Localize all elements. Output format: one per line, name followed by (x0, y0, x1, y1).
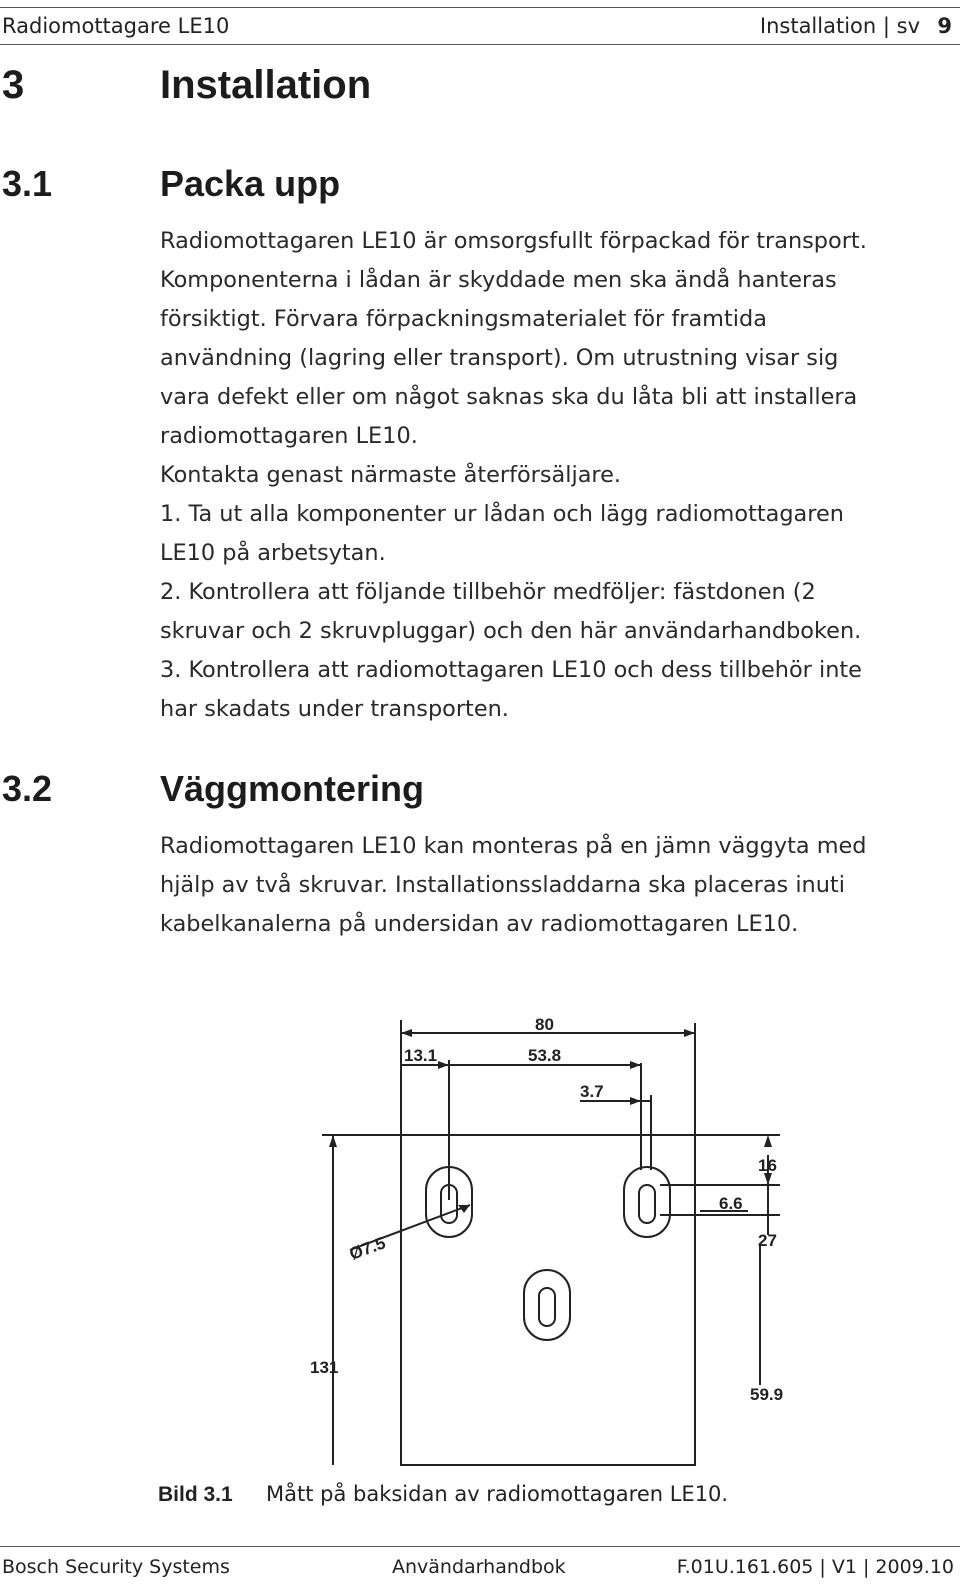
page-number: 9 (937, 14, 952, 38)
list-item-cont: har skadats under transporten. (160, 696, 509, 722)
dim-label-59-9: 59.9 (750, 1385, 784, 1404)
list-item: 3. Kontrollera att radiomottagaren LE10 och dess tillbehör inte (160, 657, 862, 683)
text-line: Komponenterna i lådan är skyddade men ska ändå hanteras (160, 267, 837, 293)
list-item: 1. Ta ut alla komponenter ur lådan och lägg radiomottagaren (160, 501, 844, 527)
mounting-dimension-drawing (0, 995, 960, 1475)
dim-label-diameter: Ø7.5 (346, 1233, 389, 1264)
text-line: Radiomottagaren LE10 är omsorgsfullt förpackad för transport. (160, 228, 867, 254)
text-line: användning (lagring eller transport). Om utrustning visar sig (160, 345, 839, 371)
upper-right-keyhole (624, 1167, 670, 1237)
dim-label-80: 80 (535, 1015, 554, 1034)
text-line: Kontakta genast närmaste återförsäljare. (160, 462, 622, 488)
header-section: Installation | sv (759, 14, 920, 38)
dim-label-53-8: 53.8 (528, 1046, 562, 1065)
section-title: Packa upp (160, 163, 341, 204)
text-line: hjälp av två skruvar. Installationssladdarna ska placeras inuti (160, 872, 845, 898)
text-line: kabelkanalerna på undersidan av radiomottagaren LE10. (160, 911, 799, 937)
dim-label-13-1: 13.1 (404, 1046, 438, 1065)
text-line: Radiomottagaren LE10 kan monteras på en jämn väggyta med (160, 833, 867, 859)
unpack-body (160, 222, 950, 729)
header-title: Radiomottagare LE10 (2, 14, 230, 38)
dim-label-3-7: 3.7 (580, 1082, 604, 1101)
dim-label-16: 16 (758, 1156, 777, 1175)
footer-company: Bosch Security Systems (2, 1556, 230, 1578)
device-outline (401, 1135, 695, 1465)
center-keyhole (524, 1270, 570, 1340)
section-number: 3.1 (2, 163, 53, 204)
footer-doc-id: F.01U.161.605 | V1 | 2009.10 (676, 1556, 954, 1578)
footer-doc-type: Användarhandbok (392, 1556, 566, 1578)
chapter-number: 3 (2, 63, 25, 107)
caption-text: Mått på baksidan av radiomottagaren LE10. (266, 1482, 729, 1506)
list-item-cont: skruvar och 2 skruvpluggar) och den här användarhandboken. (160, 618, 862, 644)
page-header (0, 7, 960, 45)
text-line: radiomottagaren LE10. (160, 423, 418, 449)
text-line: försiktigt. Förvara förpackningsmaterialet för framtida (160, 306, 767, 332)
section-title: Väggmontering (160, 768, 425, 809)
list-item: 2. Kontrollera att följande tillbehör medföljer: fästdonen (2 (160, 579, 816, 605)
chapter-title: Installation (160, 63, 372, 107)
text-line: vara defekt eller om något saknas ska du låta bli att installera (160, 384, 858, 410)
figure-caption (158, 1482, 729, 1507)
dim-label-6-6: 6.6 (719, 1194, 743, 1213)
wall-mount-body (160, 827, 950, 944)
dim-label-27: 27 (758, 1231, 777, 1250)
section-number: 3.2 (2, 768, 53, 809)
page-footer (0, 1546, 960, 1583)
list-item-cont: LE10 på arbetsytan. (160, 540, 386, 566)
dim-label-131: 131 (310, 1358, 339, 1377)
caption-label: Bild 3.1 (158, 1483, 233, 1506)
